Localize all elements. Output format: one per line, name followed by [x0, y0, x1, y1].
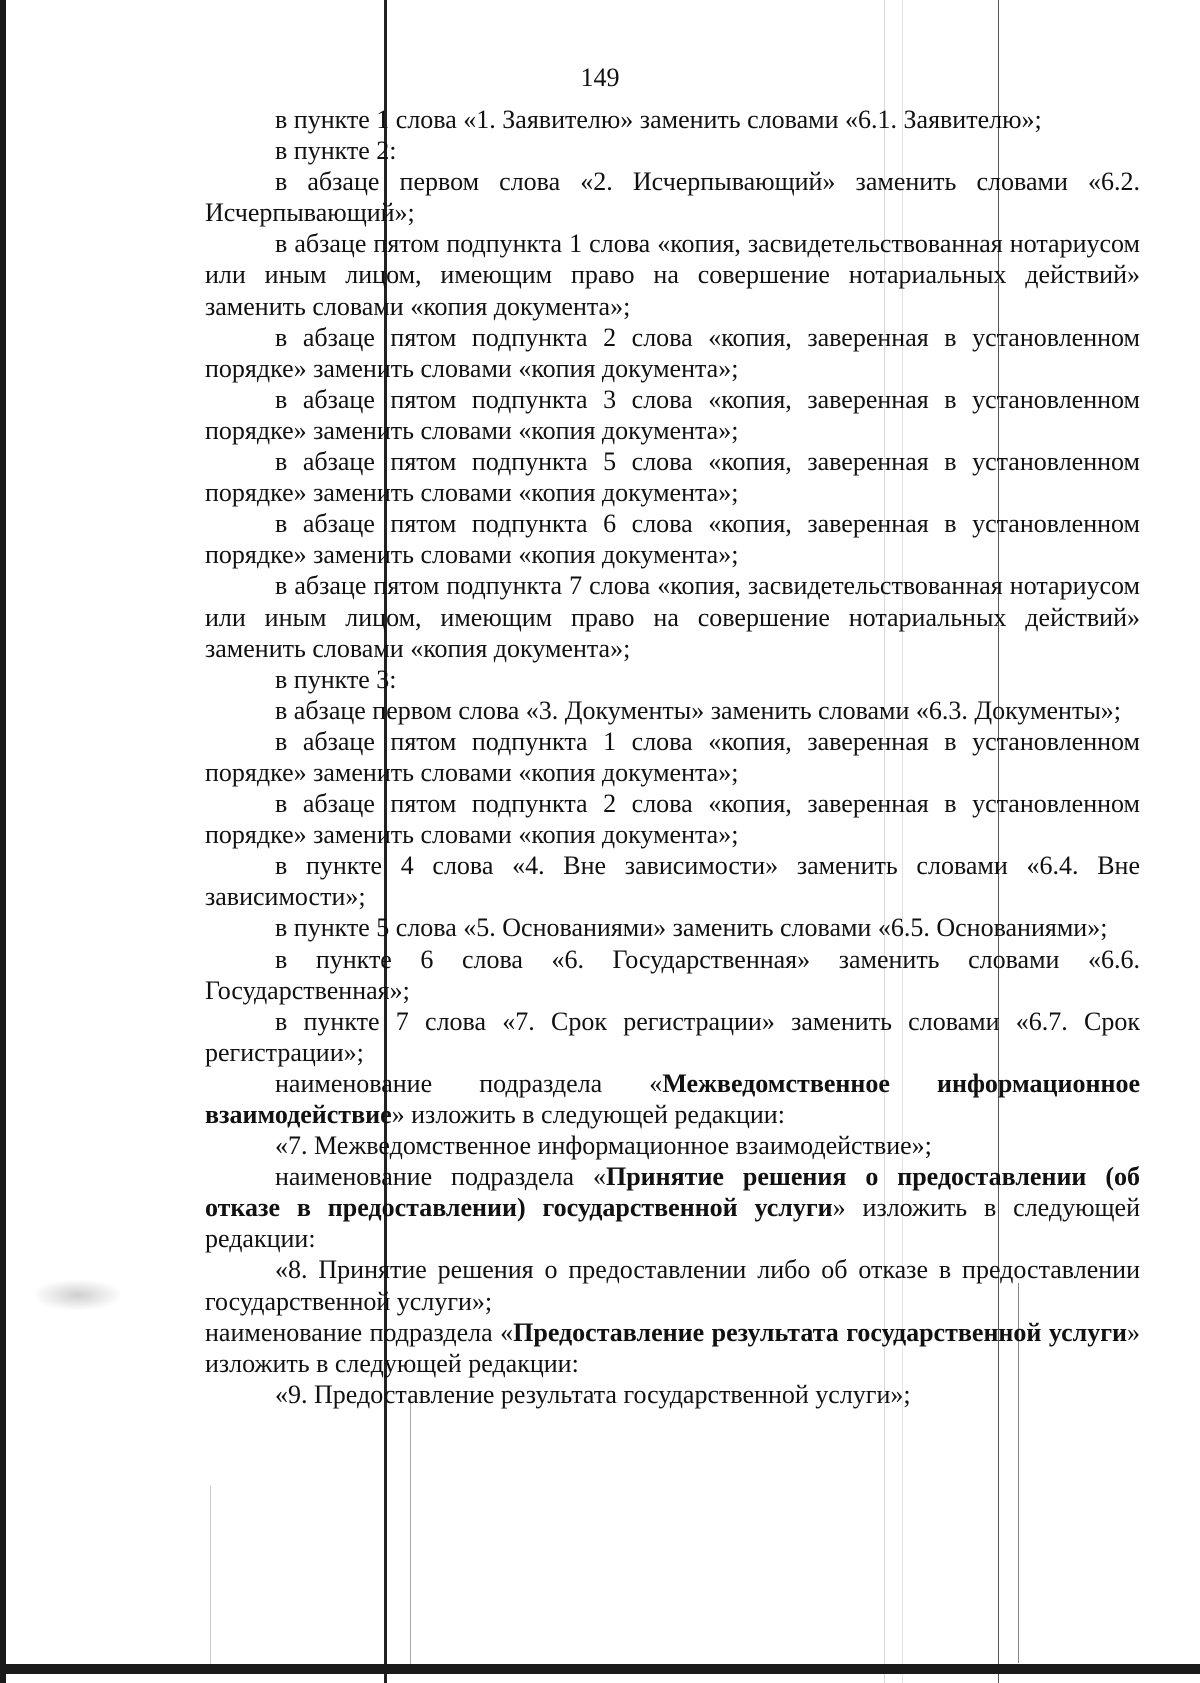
text-run: в абзаце пятом подпункта 1 слова «копия, засвидетельствованная нотариусом или иным лицом, имеющим право на совершение нотариальных действий» заменить словами «копия документа»;	[205, 229, 1140, 321]
paragraph	[205, 1379, 1140, 1410]
text-run: в пункте 7 слова «7. Срок регистрации» заменить словами «6.7. Срок регистрации»;	[205, 1006, 1140, 1067]
paragraph	[205, 664, 1140, 695]
paragraph	[205, 104, 1140, 135]
text-run: в абзаце первом слова «3. Документы» заменить словами «6.3. Документы»;	[275, 695, 1122, 725]
text-run: «9. Предоставление результата государственной услуги»;	[275, 1379, 911, 1409]
scan-edge-bottom	[0, 1664, 1200, 1674]
bold-text: Межведомственное информационное взаимодействие	[205, 1068, 1140, 1129]
text-run: в пункте 4 слова «4. Вне зависимости» заменить словами «6.4. Вне зависимости»;	[205, 851, 1140, 912]
paragraph	[205, 384, 1140, 446]
text-run: наименование подраздела «	[205, 1317, 514, 1347]
paragraph	[205, 322, 1140, 384]
scan-artifact-line	[210, 1485, 211, 1665]
text-run: в абзаце пятом подпункта 1 слова «копия, заверенная в установленном порядке» заменить словами «копия документа»;	[205, 726, 1140, 787]
paragraph	[205, 850, 1140, 912]
text-run: » изложить в следующей редакции:	[391, 1100, 785, 1129]
paragraph	[205, 1317, 1140, 1379]
scan-artifact-line	[410, 1395, 411, 1665]
text-run: наименование подраздела «	[275, 1162, 606, 1192]
paragraph	[205, 135, 1140, 166]
text-run: в абзаце пятом подпункта 5 слова «копия, заверенная в установленном порядке» заменить словами «копия документа»;	[205, 447, 1140, 508]
text-run: » изложить в следующей редакции:	[205, 1317, 1141, 1378]
paragraph	[205, 1254, 1140, 1316]
paragraph	[205, 726, 1140, 788]
bold-text: Принятие решения о предоставлении (об отказе в предоставлении) государственной услуги	[205, 1162, 1140, 1223]
paragraph	[205, 1161, 1140, 1254]
text-run: в абзаце первом слова «2. Исчерпывающий» заменить словами «6.2. Исчерпывающий»;	[205, 167, 1140, 228]
text-run: в пункте 3:	[275, 664, 397, 694]
paragraph	[205, 1068, 1140, 1130]
scan-edge-left	[0, 0, 6, 1683]
text-run: в абзаце пятом подпункта 7 слова «копия, засвидетельствованная нотариусом или иным лицом, имеющим право на совершение нотариальных действий» заменить словами «копия документа»;	[205, 571, 1140, 663]
paragraph	[205, 166, 1140, 228]
paragraph	[205, 944, 1140, 1006]
paragraph	[205, 695, 1140, 726]
text-run: » изложить в следующей редакции:	[205, 1193, 1140, 1254]
text-run: наименование подраздела «	[275, 1068, 663, 1098]
scan-smudge	[35, 1280, 120, 1310]
text-run: в абзаце пятом подпункта 2 слова «копия, заверенная в установленном порядке» заменить словами «копия документа»;	[205, 322, 1140, 383]
text-run: в пункте 6 слова «6. Государственная» заменить словами «6.6. Государственная»;	[205, 944, 1140, 1005]
text-run: в пункте 2:	[275, 136, 397, 166]
text-run: в пункте 1 слова «1. Заявителю» заменить словами «6.1. Заявителю»;	[275, 105, 1042, 134]
paragraph	[205, 508, 1140, 570]
text-run: в абзаце пятом подпункта 6 слова «копия, заверенная в установленном порядке» заменить словами «копия документа»;	[205, 509, 1140, 570]
bold-text: Предоставление результата государственной услуги	[513, 1317, 1128, 1347]
text-run: в пункте 5 слова «5. Основаниями» заменить словами «6.5. Основаниями»;	[275, 913, 1108, 943]
paragraph	[205, 1006, 1140, 1068]
paragraph	[205, 1130, 1140, 1161]
page-number: 149	[580, 63, 620, 92]
paragraph	[205, 788, 1140, 850]
text-run: в абзаце пятом подпункта 2 слова «копия, заверенная в установленном порядке» заменить словами «копия документа»;	[205, 789, 1140, 850]
paragraph	[205, 570, 1140, 663]
paragraph	[205, 228, 1140, 321]
text-run: «7. Межведомственное информационное взаимодействие»;	[275, 1131, 932, 1161]
paragraph	[205, 446, 1140, 508]
document-body	[205, 104, 1140, 1410]
text-run: в абзаце пятом подпункта 3 слова «копия, заверенная в установленном порядке» заменить словами «копия документа»;	[205, 384, 1140, 445]
paragraph	[205, 912, 1140, 943]
text-run: «8. Принятие решения о предоставлении либо об отказе в предоставлении государственной услуги»;	[205, 1255, 1140, 1316]
